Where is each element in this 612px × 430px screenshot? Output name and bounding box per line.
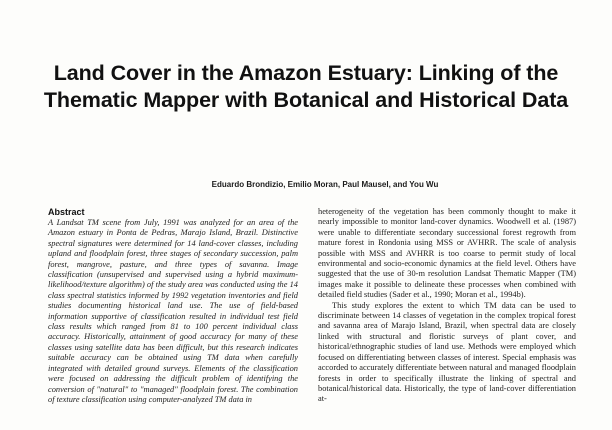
body-paragraph: This study explores the extent to which TM data can be used to discriminate between 14 classes of vegetation in the complex tropical forest and savanna area of Marajo Island, Brazil, when spectral data are closely linked with structural and floristic surveys of plant cover, and historical/ethnographic studies of land use. Methods were employed which focused on differentiating between classes of interest. Special emphasis was accorded to accurately differentiate between natural and managed floodplain forests in order to specifically illustrate the linking of spectral and botanical/historical data. Historically, the type of land-cover differentiation at- <box>318 300 576 404</box>
body-paragraph: heterogeneity of the vegetation has been commonly thought to make it nearly impossible to monitor land-cover dynamics. Woodwell et al. (1987) were unable to differentiate secondary successional forest regrowth from mature forest in Rondonia using MSS or AVHRR. The scale of analysis possible with MSS and AVHRR is too coarse to permit study of local environmental and socio-economic dynamics at the field level. Others have suggested that the use of 30-m resolution Landsat Thematic Mapper (TM) images make it possible to delineate these processes when combined with detailed field studies (Sader et al., 1990; Moran et al., 1994b). <box>318 207 576 300</box>
body-column <box>318 207 576 405</box>
abstract-heading: Abstract <box>48 207 85 217</box>
abstract-text: A Landsat TM scene from July, 1991 was analyzed for an area of the Amazon estuary in Ponta de Pedras, Marajo Island, Brazil. Distinctive spectral signatures were determined for 14 land-cover classes, including upland and floodplain forest, three stages of secondary succession, palm forest, mangrove, pasture, and three types of savanna. Image classification (unsupervised and supervised using a hybrid maximum-likelihood/texture algorithm) of the study area was conducted using the 14 class spectral statistics informed by 1992 vegetation inventories and field studies documenting historical land use. The use of field-based information supportive of classification resulted in individual test field class results which ranged from 81 to 100 percent individual class accuracy. Historically, attainment of good accuracy for many of these classes using satellite data has been difficult, but this research indicates suitable accuracy can be obtained using TM data when carefully integrated with detailed ground surveys. Elements of the classification were focused on addressing the difficult problem of identifying the conversion of "natural" to "managed" floodplain forest. The combination of texture classification using computer-analyzed TM data in <box>48 218 298 404</box>
paper-title: Land Cover in the Amazon Estuary: Linking of the Thematic Mapper with Botanical and Historical Data <box>43 61 569 112</box>
author-list: Eduardo Brondizio, Emilio Moran, Paul Mausel, and You Wu <box>211 180 439 189</box>
abstract-column <box>48 207 298 405</box>
